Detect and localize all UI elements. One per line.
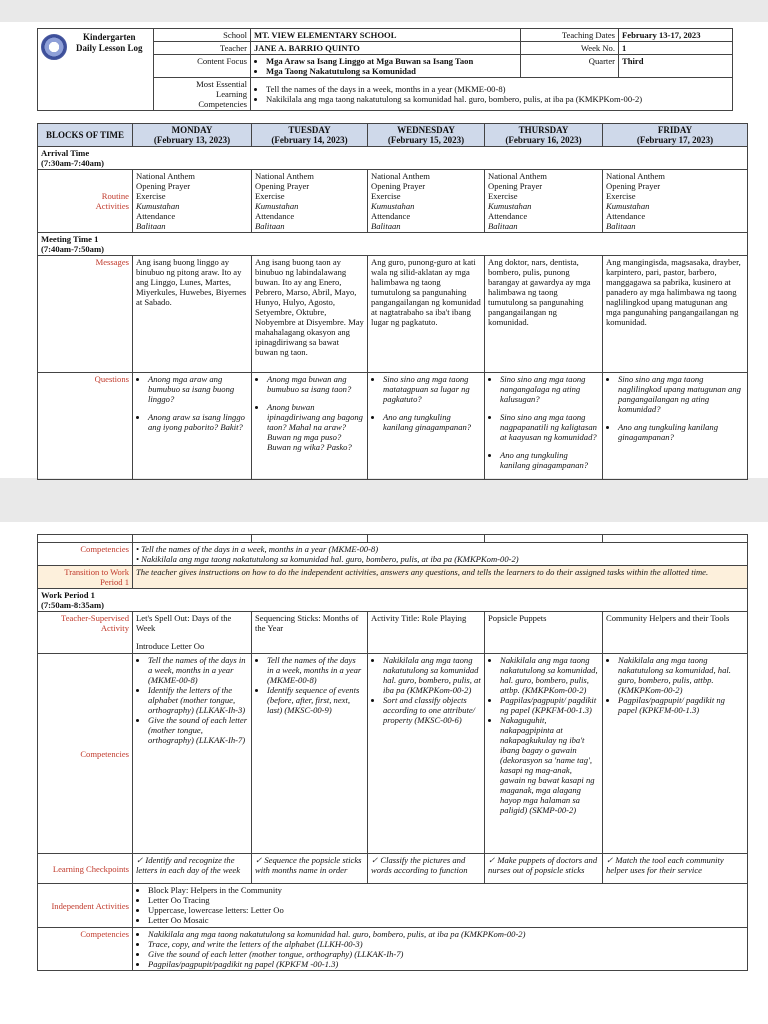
message-tuesday: Ang isang buong taon ay binubuo ng labindalawang buwan. Ito ay ang Enero, Pebrero, Marso, Abril, Mayo, Hunyo, Hulyo, Agosto, Setyembre, Oktubre, Nobyembre at Disyembre. May mahahalagang okasyon ang ipinagdiriwang sa bawat buwan ng taon. <box>252 256 368 373</box>
check-icon: ✓ <box>488 855 498 865</box>
routine-item: Exercise <box>488 191 518 201</box>
page-one <box>0 22 768 478</box>
checkpoint-tuesday <box>252 854 368 884</box>
question-item: • Sino sino ang mga taong matatagpuan sa lugar ng pagkatuto? <box>383 374 481 404</box>
routine-cell-tuesday <box>252 170 368 233</box>
routine-activities-label <box>38 170 133 233</box>
routine-item: National Anthem <box>606 171 665 181</box>
routine-item: Balitaan <box>371 221 401 231</box>
checkpoint-text: Make puppets of doctors and nurses out of popsicle sticks <box>488 855 598 875</box>
meeting-time-section <box>38 233 748 256</box>
routine-item: Kumustahan <box>606 201 650 211</box>
routine-item: Exercise <box>136 191 166 201</box>
competencies-label-3: Competencies <box>38 928 133 971</box>
routine-item: Attendance <box>488 211 528 221</box>
question-item: • Anong buwan ipinagdiriwang ang bagong taon? Mahal na araw? Buwan ng mga puso? Buwan ng wika? Pasko? <box>267 402 364 452</box>
competency-item: • Give the sound of each letter (mother tongue, orthography) (LLKAK-Ih-7) <box>148 715 248 745</box>
tsa-thursday: Popsicle Puppets <box>485 612 603 654</box>
routine-item: National Anthem <box>371 171 430 181</box>
question-item: • Ano ang tungkuling kanilang ginagampanan? <box>500 450 599 470</box>
routine-cell-wednesday <box>368 170 485 233</box>
competencies-thursday <box>485 654 603 854</box>
content-focus-label: Content Focus <box>154 55 251 78</box>
quarter-label: Quarter <box>521 55 619 78</box>
routine-item: Opening Prayer <box>136 181 191 191</box>
log-title-line-1: Kindergarten <box>83 32 136 42</box>
teaching-dates-value: February 13-17, 2023 <box>619 29 733 42</box>
routine-cell-friday <box>603 170 748 233</box>
day-header-thursday <box>485 124 603 147</box>
questions-thursday <box>485 373 603 480</box>
checkpoint-friday <box>603 854 748 884</box>
competency-item: • Tell the names of the days in a week, months in a year (MKME-00-8) <box>148 655 248 685</box>
competencies-friday <box>603 654 748 854</box>
competency-item: • Sort and classify objects according to one attribute/ property (MKSC-00-6) <box>383 695 481 725</box>
checkpoint-monday <box>133 854 252 884</box>
checkpoint-text: Match the tool each community helper uses for their service <box>606 855 724 875</box>
check-icon: ✓ <box>371 855 381 865</box>
content-focus-item: • Mga Araw sa Isang Linggo at Mga Buwan sa Isang Taon <box>266 56 517 66</box>
competencies-monday <box>133 654 252 854</box>
content-focus-item: • Mga Taong Nakatutulong sa Komunidad <box>266 66 517 76</box>
checkpoint-text: Identify and recognize the letters in each day of the week <box>136 855 241 875</box>
day-name: WEDNESDAY <box>397 125 455 135</box>
section-title: Work Period 1 <box>41 590 95 600</box>
header-table <box>37 28 733 111</box>
mel-label <box>154 78 251 111</box>
routine-item: National Anthem <box>255 171 314 181</box>
routine-item: Kumustahan <box>371 201 415 211</box>
checkpoint-text: Classify the pictures and words according to function <box>371 855 468 875</box>
tsa-friday: Community Helpers and their Tools <box>603 612 748 654</box>
section-title: Arrival Time <box>41 148 90 158</box>
day-header-friday <box>603 124 748 147</box>
competency-line: • Nakikilala ang mga taong nakatutulong sa komunidad hal. guro, bombero, pulis, at iba pa (KMKPKom-00-2) <box>136 554 519 564</box>
deped-seal-icon <box>41 34 67 60</box>
routine-item: Attendance <box>136 211 176 221</box>
work-period-table <box>37 534 748 971</box>
page-two <box>0 522 768 1024</box>
message-wednesday: Ang guro, punong-guro at kati wala ng silid-aklatan ay mga halimbawa ng taong tumutulong sa pangunahing pangangailangan ng komunidad at nagtatrabaho sa iba't ibang lugar ng pagkatuto. <box>368 256 485 373</box>
day-date: (February 14, 2023) <box>271 135 348 145</box>
competency-item: • Nakikilala ang mga taong nakatutulong sa komunidad hal. guro, bombero, pulis, at iba pa (KMKPKom-00-2) <box>383 655 481 695</box>
question-item: • Anong araw sa isang linggo ang iyong paborito? Bakit? <box>148 412 248 432</box>
routine-item: Attendance <box>606 211 646 221</box>
content-focus-value <box>251 55 521 78</box>
competency-item: • Identify the letters of the alphabet (mother tongue, orthography) (LLKAK-Ih-3) <box>148 685 248 715</box>
label-line: Routine <box>101 191 129 201</box>
competencies-top <box>133 543 748 566</box>
competency-item: • Nakaguguhit, nakapagpipinta at nakapagkukulay ng iba't ibang bagay o gawain (dekorasyon sa 'name tag', kasapi ng mag-anak, gawain ng bawat kasapi ng maganak, mga alagang hayop mga halaman sa paligid) (SKMP-00-2) <box>500 715 599 815</box>
competency-item: • Identify sequence of events (before, after, first, next, last) (MKSC-00-9) <box>267 685 364 715</box>
checkpoint-wednesday <box>368 854 485 884</box>
day-date: (February 17, 2023) <box>636 135 714 145</box>
question-item: • Sino sino ang mga taong nangangalaga ng ating kalusugan? <box>500 374 599 404</box>
tsa-title: Let's Spell Out: Days of the Week <box>136 613 232 633</box>
check-icon: ✓ <box>255 855 265 865</box>
tsa-subtitle: Introduce Letter Oo <box>136 641 205 651</box>
week-label: Week No. <box>521 42 619 55</box>
label-line: Period 1 <box>100 577 129 587</box>
competency-item: • Pagpilas/pagpupit/pagdikit ng papel (KPKFM -00-1.3) <box>148 959 744 969</box>
routine-item: Exercise <box>255 191 285 201</box>
section-time: (7:50am-8:35am) <box>41 600 105 610</box>
work-period-section <box>38 589 748 612</box>
independent-activity-item: • Uppercase, lowercase letters: Letter Oo <box>148 905 744 915</box>
competencies-wednesday <box>368 654 485 854</box>
deped-logo-cell <box>38 29 66 111</box>
day-name: THURSDAY <box>518 125 569 135</box>
log-title-line-2: Daily Lesson Log <box>75 43 143 53</box>
message-friday: Ang mangingisda, magsasaka, drayber, karpintero, pari, pastor, barbero, manggagawa sa pabrika, kusinero at panadero ay mga halimbawa ng taong naglilingkod upang matugunan ang mga pangunahing pangangailangan ng komunidad. <box>603 256 748 373</box>
routine-item: Balitaan <box>255 221 285 231</box>
label-line: Transition to Work <box>64 567 129 577</box>
competency-item: • Give the sound of each letter (mother tongue, orthography) (LLKAK-Ih-7) <box>148 949 744 959</box>
transition-label <box>38 566 133 589</box>
question-item: • Anong mga araw ang bumubuo sa isang buong linggo? <box>148 374 248 404</box>
independent-activities <box>133 884 748 928</box>
day-name: MONDAY <box>171 125 213 135</box>
checkpoints-label: Learning Checkpoints <box>38 854 133 884</box>
week-value: 1 <box>619 42 733 55</box>
routine-item: Balitaan <box>136 221 166 231</box>
day-name: TUESDAY <box>288 125 331 135</box>
messages-label: Messages <box>38 256 133 373</box>
check-icon: ✓ <box>606 855 616 865</box>
day-date: (February 16, 2023) <box>505 135 582 145</box>
tsa-tuesday: Sequencing Sticks: Months of the Year <box>252 612 368 654</box>
routine-item: Kumustahan <box>136 201 180 211</box>
question-item: • Sino sino ang mga taong naglilingkod upang matugunan ang pangangailangan ng ating komunidad? <box>618 374 744 414</box>
routine-item: National Anthem <box>136 171 195 181</box>
day-header-wednesday <box>368 124 485 147</box>
mel-label-line: Competencies <box>198 99 247 109</box>
routine-item: Attendance <box>371 211 411 221</box>
mel-item: • Nakikilala ang mga taong nakatutulong sa komunidad hal. guro, bombero, pulis, at iba pa (KMKPKom-00-2) <box>266 94 729 104</box>
question-item: • Ano ang tungkuling kanilang ginagampanan? <box>618 422 744 442</box>
section-time: (7:40am-7:50am) <box>41 244 105 254</box>
routine-item: Balitaan <box>488 221 518 231</box>
routine-item: Exercise <box>371 191 401 201</box>
tsa-monday <box>133 612 252 654</box>
label-line: Teacher-Supervised <box>61 613 129 623</box>
checkpoint-text: Sequence the popsicle sticks with months name in order <box>255 855 362 875</box>
questions-friday <box>603 373 748 480</box>
day-header-monday <box>133 124 252 147</box>
school-value: MT. VIEW ELEMENTARY SCHOOL <box>251 29 521 42</box>
competencies-tuesday <box>252 654 368 854</box>
routine-item: Opening Prayer <box>488 181 543 191</box>
competencies-label-2: Competencies <box>38 654 133 854</box>
competency-item: • Nakikilala ang mga taong nakatutulong sa komunidad hal. guro, bombero, pulis, at iba pa (KMKPKom-00-2) <box>148 929 744 939</box>
label-line: Activities <box>95 201 129 211</box>
routine-item: Exercise <box>606 191 636 201</box>
transition-text: The teacher gives instructions on how to do the independent activities, answers any questions, and tells the learners to do their assigned tasks within the allotted time. <box>133 566 748 589</box>
question-item: • Anong mga buwan ang bumubuo sa isang taon? <box>267 374 364 394</box>
mel-label-line: Most Essential <box>196 79 247 89</box>
competency-text: Nakikilala ang mga taong nakatutulong sa komunidad hal. guro, bombero, pulis, at iba pa (KMKPKom-00-2) <box>141 554 519 564</box>
teacher-supervised-label <box>38 612 133 654</box>
day-header-tuesday <box>252 124 368 147</box>
mel-label-line: Learning <box>215 89 247 99</box>
questions-tuesday <box>252 373 368 480</box>
teacher-label: Teacher <box>154 42 251 55</box>
arrival-time-section <box>38 147 748 170</box>
questions-wednesday <box>368 373 485 480</box>
competency-item: • Nakikilala ang mga taong nakatutulong sa komunidad, hal. guro, bombero, pulis, attbp. (KMKPKom-00-2) <box>500 655 599 695</box>
teaching-dates-label: Teaching Dates <box>521 29 619 42</box>
routine-cell-monday <box>133 170 252 233</box>
tsa-wednesday: Activity Title: Role Playing <box>368 612 485 654</box>
daily-schedule-table <box>37 123 748 480</box>
independent-activities-label: Independent Activities <box>38 884 133 928</box>
blocks-of-time-header: BLOCKS OF TIME <box>38 124 133 147</box>
teacher-value: JANE A. BARRIO QUINTO <box>251 42 521 55</box>
quarter-value: Third <box>619 55 733 78</box>
day-date: (February 13, 2023) <box>153 135 231 145</box>
message-monday: Ang isang buong linggo ay binubuo ng pitong araw. Ito ay ang Linggo, Lunes, Martes, Miyerkules, Huwebes, Biyernes at Sabado. <box>133 256 252 373</box>
competencies-bottom <box>133 928 748 971</box>
question-item: • Sino sino ang mga taong nagpapanatili ng kaligtasan at kaayusan ng komunidad? <box>500 412 599 442</box>
routine-item: National Anthem <box>488 171 547 181</box>
question-item: • Ano ang tungkuling kanilang ginagampanan? <box>383 412 481 432</box>
routine-item: Kumustahan <box>255 201 299 211</box>
competency-item: • Trace, copy, and write the letters of the alphabet (LLKH-00-3) <box>148 939 744 949</box>
log-title <box>66 29 154 111</box>
day-name: FRIDAY <box>657 125 693 135</box>
competency-text: Tell the names of the days in a week, months in a year (MKME-00-8) <box>141 544 379 554</box>
checkpoint-thursday <box>485 854 603 884</box>
day-date: (February 15, 2023) <box>387 135 465 145</box>
routine-item: Opening Prayer <box>606 181 661 191</box>
routine-cell-thursday <box>485 170 603 233</box>
routine-item: Opening Prayer <box>255 181 310 191</box>
section-title: Meeting Time 1 <box>41 234 99 244</box>
competencies-label: Competencies <box>38 543 133 566</box>
section-time: (7:30am-7:40am) <box>41 158 105 168</box>
independent-activity-item: • Block Play: Helpers in the Community <box>148 885 744 895</box>
competency-line: • Tell the names of the days in a week, months in a year (MKME-00-8) <box>136 544 379 554</box>
label-line: Activity <box>100 623 129 633</box>
routine-item: Attendance <box>255 211 295 221</box>
routine-item: Kumustahan <box>488 201 532 211</box>
school-label: School <box>154 29 251 42</box>
check-icon: ✓ <box>136 855 146 865</box>
competency-item: • Pagpilas/pagpupit/ pagdikit ng papel (KPKFM-00-1.3) <box>618 695 744 715</box>
message-thursday: Ang doktor, nars, dentista, bombero, pulis, punong barangay at gawardya ay mga halimbawa ng taong tumutulong sa pangunahing pangangailangan ng komunidad. <box>485 256 603 373</box>
questions-label: Questions <box>38 373 133 480</box>
questions-monday <box>133 373 252 480</box>
independent-activity-item: • Letter Oo Mosaic <box>148 915 744 925</box>
routine-item: Opening Prayer <box>371 181 426 191</box>
mel-value <box>251 78 733 111</box>
mel-item: • Tell the names of the days in a week, months in a year (MKME-00-8) <box>266 84 729 94</box>
competency-item: • Nakikilala ang mga taong nakatutulong sa komunidad, hal. guro, bombero, pulis, attbp. (KMKPKom-00-2) <box>618 655 744 695</box>
routine-item: Balitaan <box>606 221 636 231</box>
competency-item: • Tell the names of the days in a week, months in a year (MKME-00-8) <box>267 655 364 685</box>
competency-item: • Pagpilas/pagpupit/ pagdikit ng papel (KPKFM-00-1.3) <box>500 695 599 715</box>
independent-activity-item: • Letter Oo Tracing <box>148 895 744 905</box>
